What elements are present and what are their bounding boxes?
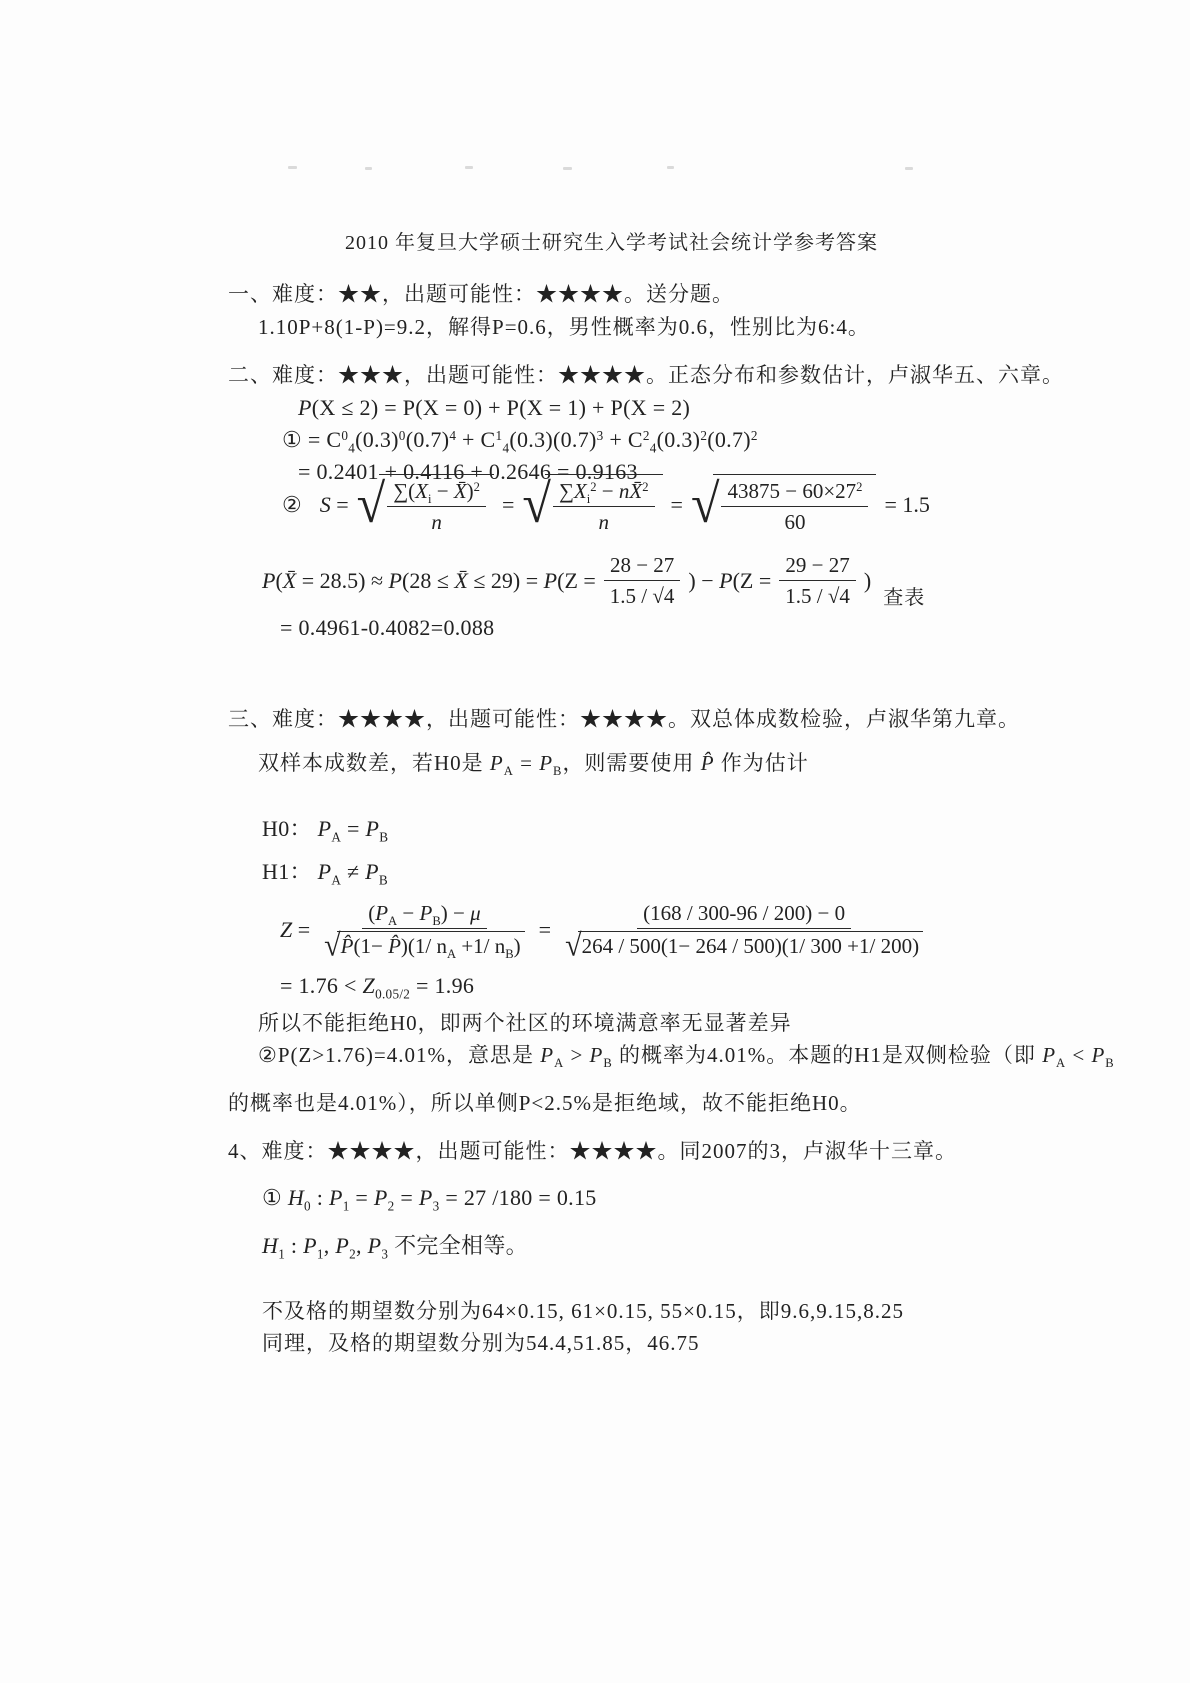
radical-sign-icon: √ [522, 474, 551, 535]
fraction [721, 478, 868, 536]
formula-result: = 1.5 [884, 491, 930, 517]
formula-mid: ) − P(Z = [688, 567, 772, 593]
fraction-denominator [318, 928, 531, 963]
formula-std-dev [282, 474, 930, 536]
radical-sign-icon: √ [324, 928, 341, 963]
fraction-numerator: (168 / 300-96 / 200) − 0 [637, 900, 851, 929]
scan-artifact-mark [905, 167, 913, 170]
equals-sign: = [538, 916, 552, 942]
section4-expect-pass: 同理，及格的期望数分别为54.4,51.85，46.75 [262, 1331, 700, 1355]
radicand: P̂(1− P̂)(1/ $n_A +1/$ $n_B$) [337, 931, 525, 959]
section3-part2-line2: 的概率也是4.01%），所以单侧P<2.5%是拒绝域，故不能拒绝H0。 [228, 1091, 862, 1115]
fraction-numerator: 28 − 27 [604, 552, 680, 581]
radical-sign-icon: √ [690, 474, 720, 535]
section2-heading: 二、难度：★★★，出题可能性：★★★★。正态分布和参数估计，卢淑华五、六章。 [228, 363, 1064, 387]
page-title: 2010 年复旦大学硕士研究生入学考试社会统计学参考答案 [345, 232, 878, 254]
formula-binomial: ① = $C^0_4(0.3)^0(0.7)^4 + C^1_4(0.3)(0.7)^3 + C^2_4(0.3)^2(0.7)^2$ [282, 427, 758, 456]
fraction [318, 900, 531, 963]
fraction [604, 552, 681, 610]
scan-artifact-mark [465, 166, 473, 169]
scan-artifact-mark [288, 166, 297, 169]
formula-lhs: S = [319, 491, 349, 517]
scan-artifact-mark [667, 166, 674, 169]
formula-z-test [280, 900, 929, 963]
sqrt-radical [691, 474, 877, 536]
sqrt-radical [522, 474, 662, 536]
formula-z-result: = $1.76 < Z_{0.05/2} = 1.96$ [280, 973, 475, 1002]
section3-heading: 三、难度：★★★★，出题可能性：★★★★。双总体成数检验，卢淑华第九章。 [228, 707, 1020, 731]
fraction-numerator: 29 − 27 [779, 552, 855, 581]
formula-h0: ① $H_0$ : $P_1 = P_2 = P_3 = 27$ /180 = 0.15 [262, 1185, 597, 1214]
formula-prob-result: = 0.4961-0.4082=0.088 [280, 615, 495, 640]
formula-sample-mean-prob [262, 552, 925, 610]
fraction [779, 552, 856, 610]
equals-sign: = [501, 491, 515, 517]
section3-part2-line1: ②P(Z>1.76)=4.01%，意思是 $P_A > P_B$ 的概率为4.01%。本题的H1是双侧检验（即 $P_A < P_B$ [258, 1043, 1115, 1071]
formula-binomial-result: = 0.2401 + 0.4116 + 0.2646 = 0.9163 [298, 459, 638, 484]
section4-heading: 4、难度：★★★★，出题可能性：★★★★。同2007的3，卢淑华十三章。 [228, 1139, 957, 1163]
fraction-denominator: 1.5 / √4 [785, 584, 850, 609]
section1-heading: 一、难度：★★，出题可能性：★★★★。送分题。 [228, 282, 734, 306]
section3-conclusion: 所以不能拒绝H0，即两个社区的环境满意率无显著差异 [258, 1011, 792, 1035]
fraction-denominator [559, 928, 929, 963]
section4-expect-fail: 不及格的期望数分别为64×0.15, 61×0.15, 55×0.15，即9.6,9.15,8.25 [262, 1299, 905, 1323]
lookup-table-note: 查表 [883, 586, 926, 609]
sqrt-radical [357, 474, 494, 536]
equals-sign: = [670, 491, 683, 517]
fraction-denominator: n [598, 510, 609, 535]
section3-intro: 双样本成数差，若H0是 $P_A = P_B$，则需要使用 P̂ 作为估计 [258, 751, 809, 779]
hypothesis-h1: H1： $P_A \ne P_B$ [262, 859, 389, 888]
formula-lead: P(X̄ = 28.5) ≈ P(28 ≤ X̄ ≤ 29) = P(Z = [262, 567, 596, 593]
fraction [559, 900, 929, 963]
fraction-denominator: n [431, 510, 442, 535]
fraction [387, 478, 486, 536]
formula-prob-sum: P(X ≤ 2) = P(X = 0) + P(X = 1) + P(X = 2) [298, 395, 691, 420]
fraction-numerator: $43875 - 60\times 27^2$ [721, 478, 868, 507]
radical-sign-icon: √ [565, 928, 582, 963]
formula-lhs: Z = [280, 916, 311, 942]
fraction-denominator: 60 [784, 510, 806, 535]
fraction [553, 478, 655, 536]
formula-h1: $H_1$ : $P_1$, $P_2$, $P_3$ 不完全相等。 [262, 1233, 528, 1262]
fraction-numerator: $(P_A - P_B) - \mu$ [362, 900, 486, 929]
formula-tail: ) [863, 567, 872, 593]
scan-artifact-mark [365, 167, 372, 170]
item-2-marker: ② [282, 491, 302, 517]
fraction-denominator: 1.5 / √4 [609, 584, 675, 609]
fraction-numerator: $\sum(X_i$ − X̄)$^2$ [387, 478, 486, 507]
hypothesis-h0: H0： $P_A = P_B$ [262, 816, 389, 845]
radical-sign-icon: √ [356, 474, 386, 535]
section1-answer: 1.10P+8(1-P)=9.2，解得P=0.6，男性概率为0.6，性别比为6:4。 [258, 315, 870, 339]
fraction-numerator: $\sum X_i^2$ − nX̄$^2$ [553, 478, 655, 507]
radicand: 264 / 500(1− 264 / 500)(1/ 300 +1/ 200) [578, 931, 924, 959]
scan-artifact-mark [563, 167, 572, 170]
